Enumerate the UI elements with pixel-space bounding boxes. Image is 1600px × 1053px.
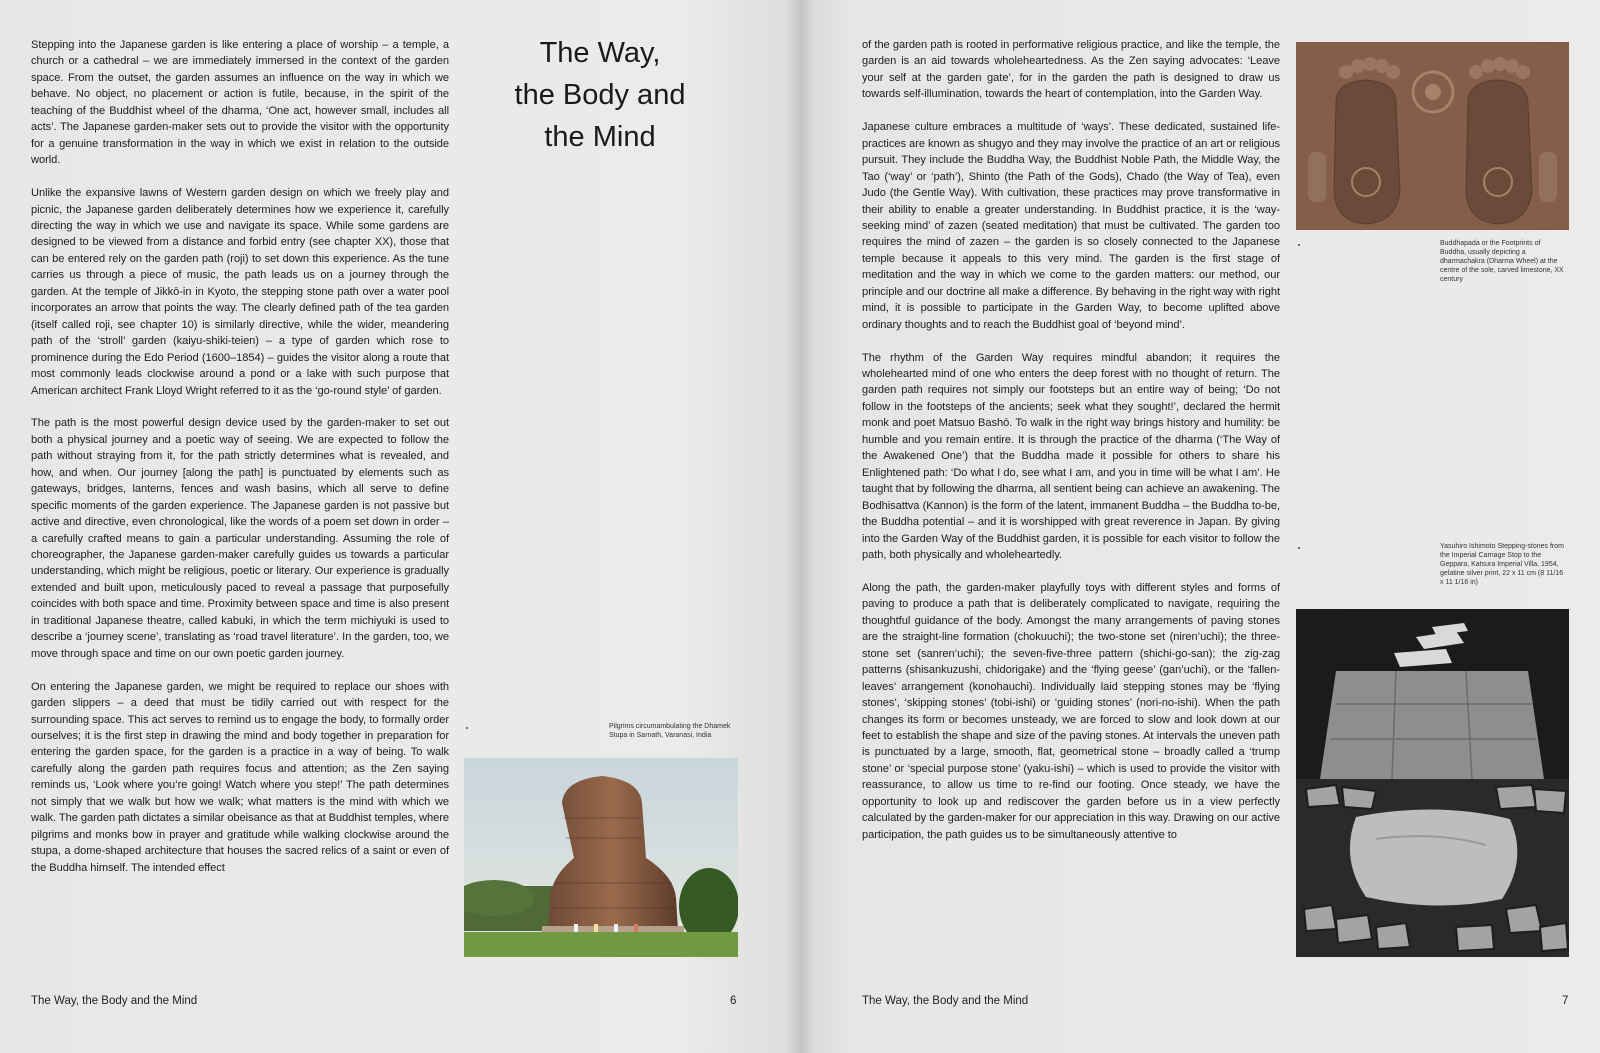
right-text-column bbox=[862, 37, 1280, 860]
caption-marker bbox=[466, 727, 468, 729]
page-number-right: 7 bbox=[1562, 995, 1569, 1007]
caption-marker bbox=[1298, 244, 1300, 246]
stupa-photo bbox=[464, 758, 738, 957]
paragraph: of the garden path is rooted in performative religious practice, and like the temple, the garden is an aid towards wholeheartedness. As the Zen saying advocates: ‘Leave your self at the garden gate’, for in the garden the path is designed to draw us towards self-illumination, towards the heart of contemplation, into the Garden Way. bbox=[862, 39, 1280, 101]
stepping-stones-photo bbox=[1296, 609, 1569, 957]
book-gutter bbox=[786, 0, 814, 1053]
paragraph: Along the path, the garden-maker playfully toys with different styles and forms of paving to produce a path that is deliberately complicated to navigate, requiring the thoughtful guidance of the body. Amongst the many arrangements of paving stones are the straight-line formation (chokuuchi); the two-stone set (niren’uchi); the three-stone set (sanren’uchi); the seven-five-three pattern (shichi-go-san); the zig-zag patterns (shisankuzushi, chidorigake) and the ‘flying geese’ (gan’uchi), or the ‘fallen-leaves’ arrangement (konohauchi). Individually laid stepping stones may be ‘flying stones’, ‘skipping stones’ (tobi-ishi) or ‘guiding stones’ (nori-no-ishi). When the path changes its form or becomes unsteady, we are forced to slow and look down at our feet to establish the shape and size of the paving stones. At intervals the uneven path is punctuated by a large, smooth, flat, geometrical stone – broadly called a ‘trump stone’ or ‘special purpose stone’ (yaku-ishi) – which is used to provide the visitor with reassurance, to allow us time to re-find our footing. Once steady, we have the opportunity to look up and rediscover the garden before us in a view perfectly calculated by the garden-maker for our appreciation in this way. Drawing on our active participation, the path guides us to be simultaneously attentive to bbox=[862, 581, 1280, 841]
caption-marker bbox=[1298, 547, 1300, 549]
buddhapada-caption: Buddhapada or the Footprints of Buddha, usually depicting a dharmachakra (Dharma Wheel) at the centre of the sole, carved limestone, XX century bbox=[1440, 240, 1564, 283]
paragraph: The rhythm of the Garden Way requires mindful abandon; it requires the wholehearted mind of one who enters the deep forest with no thought of return. The garden path requires not simply our footsteps but an entire way of being; ‘Do not follow in the footsteps of the ancients; seek what they sought!’, declared the hermit monk and poet Matsuo Bashō. To walk in the right way brings history and humility: be humble and you remain entire. It is through the practice of the dharma (‘The Way of the Awakened One’) that the Buddha made it possible for others to share his Enlightened path: ‘Do what I do, see what I am, and you in time will be what I am’. He taught that by following the dharma, all sentient being can achieve an awakening. The Bodhisattva (Kannon) is the form of the latent, immanent Buddha – the Buddha to-be, the Buddha potential – and it is worshipped with great reverence in Japan. By giving into the Garden Way of the Buddhist garden, it is possible for each visitor to follow the path, both physically and wholeheartedly. bbox=[862, 351, 1280, 562]
chapter-title-line: the Body and bbox=[514, 79, 686, 111]
stepping-stones-caption: Yasuhiro Ishimoto Stepping-stones from the Imperial Carriage Stop to the Geppara, Katsura Imperial Villa, 1954, gelatine silver print, 22 x 11 cm (8 11/16 x 11 1/16 in) bbox=[1440, 543, 1564, 586]
paragraph: Stepping into the Japanese garden is like entering a place of worship – a temple, a church or a cathedral – we are immediately immersed in the context of the garden space. From the outset, the garden assumes an influence on the way in which we behave. No object, no placement or action is futile, because, in the spirit of the teaching of the Buddhist wheel of the dharma, ‘One act, however small, includes all acts’. The Japanese garden-maker sets out to provide the visitor with the opportunity for a genuine transformation in the way in which we exist in relation to the outside world. bbox=[31, 39, 449, 167]
paragraph: Japanese culture embraces a multitude of ‘ways’. These dedicated, sustained life-practices are known as shugyo and they may involve the practice of an art or religious pursuit. They include the Buddha Way, the Buddhist Noble Path, the Middle Way, the Tao (‘way’ or ‘path’), Shinto (the Path of the Gods), Chado (the Way of Tea), even Judo (the Gentle Way). With cultivation, these practices may prove transformative in their ability to enable a greater understanding. In Buddhist practice, it is the ‘way-seeking mind’ of zazen (seated meditation) that must be cultivated. The garden too requires the mind of zazen – the garden is so closely connected to the Japanese temple because it appeals to this very mind. The garden is the first stage of meditation and the way in which we come to the garden matters: our method, our principle and our doctrine all make a difference. By behaving in the right way with right mind, it is possible to participate in the Garden Way, to become uplifted above ordinary thoughts and to reach the Buddhist goal of ‘beyond mind’. bbox=[862, 121, 1280, 331]
paragraph: The path is the most powerful design device used by the garden-maker to set out both a physical journey and a poetic way of seeing. We are expected to follow the path without straying from it, for the path strictly determines what is revealed, and how, and when. Our journey [along the path] is punctuated by elements such as gateways, bridges, lanterns, fences and wash basins, which all serve to define specific moments of the garden experience. The Japanese garden is not passive but active and directive, even chronological, like the words of a poem set down in order – a carefully crafted means to gain a particular understanding. Assuming the role of choreographer, the Japanese garden-maker carefully guides us towards a particular understanding, which might be religious, poetic or literary. Our experience is gradually extended and built upon, meticulously paced to reveal a passage that purposefully coincides with both space and time. Proximity between space and time is also present in traditional Japanese theatre, called kabuki, in which the term michiyuki is used to describe a ‘journey scene’, translating as ‘road travel literature’. In the garden, too, we move through space and time on our own poetic garden journey. bbox=[31, 417, 449, 660]
chapter-title-line: The Way, bbox=[539, 37, 661, 69]
paragraph: Unlike the expansive lawns of Western garden design on which we freely play and picnic, the Japanese garden deliberately determines how we experience it, carefully directing the way in which we use and navigate its space. While some gardens are designed to be viewed from a distance and forbid entry (see chapter XX), those that can be entered rely on the garden path (roji) to set down this experience. As the tune carries us through a piece of music, the path leads us on a journey through the garden. At the temple of Jikkō-in in Kyoto, the stepping stone path over a water pool incorporates an arrow that points the way. The clearly defined path of the tea garden (itself called roji, see chapter 10) is similarly directive, while the wider, meandering path of the ‘stroll’ garden (kaiyu-shiki-teien) – a type of garden which rose to prominence during the Edo Period (1600–1854) – guides the visitor along a route that most commonly leads clockwise around a pond or a lake with such purpose that American architect Frank Lloyd Wright referred to it as the ‘go-round style’ of garden. bbox=[31, 187, 449, 397]
chapter-title-line: the Mind bbox=[544, 121, 656, 153]
running-footer-left: The Way, the Body and the Mind bbox=[31, 995, 198, 1007]
left-text-column bbox=[31, 37, 449, 893]
stupa-caption: Pilgrims circumambulating the Dhamek Stupa in Sarnath, Varanasi, India bbox=[609, 723, 731, 739]
paragraph: On entering the Japanese garden, we might be required to replace our shoes with garden slippers – a deed that must be tidily carried out with respect for the surrounding space. This act serves to remind us to engage the body, to formally order ourselves; it is the first step in drawing the mind and body together in preparation for entering the garden space, for the garden is a practice in a way of being. To walk carefully along the garden path requires focus and attention; as the Zen saying reminds us, ‘Look where you’re going! Watch where you step!’ The path determines not simply that we walk but how we walk; what matters is the mind with which we walk. The garden path dictates a similar obeisance as that at Buddhist temples, where pilgrims and monks bow in prayer and gratitude while walking clockwise around the stupa, a dome-shaped architecture that houses the sacred relics of a saint or even of the Buddha himself. The intended effect bbox=[31, 680, 449, 874]
running-footer-right: The Way, the Body and the Mind bbox=[862, 995, 1029, 1007]
page-number-left: 6 bbox=[730, 995, 737, 1007]
buddhapada-photo bbox=[1296, 42, 1569, 230]
chapter-title bbox=[480, 32, 720, 158]
